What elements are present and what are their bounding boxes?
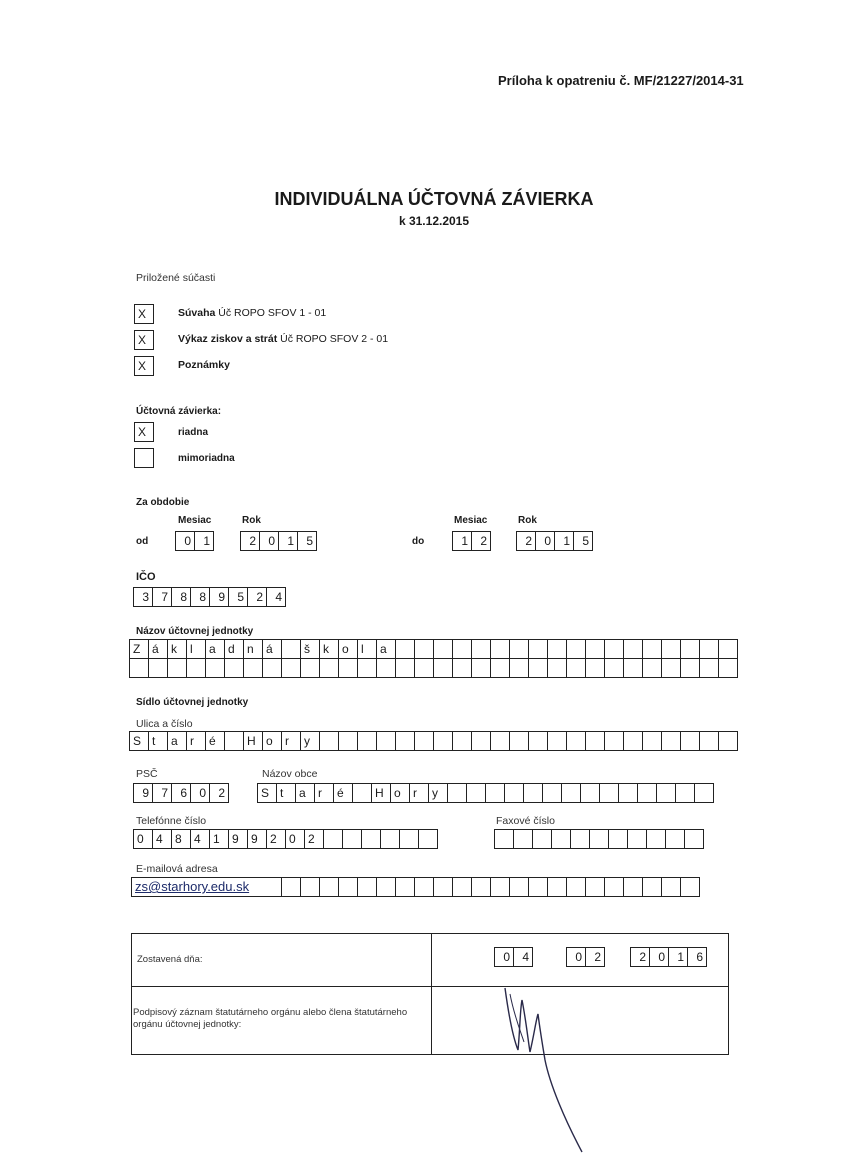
digit-cell: 0 — [536, 532, 555, 550]
attached-checkbox-vykaz[interactable]: X — [134, 330, 154, 350]
char-cell: a — [296, 784, 315, 802]
statement-checkbox-riadna[interactable]: X — [134, 422, 154, 442]
char-cell — [719, 732, 738, 750]
char-cell — [719, 659, 738, 677]
char-cell: H — [244, 732, 263, 750]
char-cell — [647, 830, 666, 848]
attached-checkbox-suvaha[interactable]: X — [134, 304, 154, 324]
char-cell — [586, 878, 605, 896]
statement-checkbox-mimoriadna[interactable] — [134, 448, 154, 468]
digit-cell: 1 — [669, 948, 688, 966]
statement-label-mimoriadna: mimoriadna — [178, 453, 235, 464]
char-cell — [358, 732, 377, 750]
char-cell: o — [263, 732, 282, 750]
char-cell: r — [410, 784, 429, 802]
digit-cell: 6 — [688, 948, 707, 966]
digit-cell: 0 — [567, 948, 586, 966]
city-label: Názov obce — [262, 768, 318, 780]
char-cell — [396, 732, 415, 750]
char-cell — [495, 830, 514, 848]
char-cell — [676, 784, 695, 802]
char-cell: á — [263, 640, 282, 658]
char-cell: o — [391, 784, 410, 802]
char-cell: t — [277, 784, 296, 802]
document-date: k 31.12.2015 — [398, 214, 470, 228]
char-cell — [605, 732, 624, 750]
char-cell — [320, 659, 339, 677]
char-cell: 1 — [210, 830, 229, 848]
attached-item-vykaz — [178, 333, 388, 345]
period-to-month-field[interactable] — [452, 531, 491, 551]
char-cell — [434, 732, 453, 750]
char-cell: 0 — [134, 830, 153, 848]
digit-cell: 3 — [134, 588, 153, 606]
char-cell: 4 — [153, 830, 172, 848]
digit-cell: 6 — [172, 784, 191, 802]
char-cell: y — [429, 784, 448, 802]
attached-item-poznamky-bold: Poznámky — [178, 359, 230, 371]
unit-name-label: Názov účtovnej jednotky — [136, 626, 254, 637]
period-to-year-label: Rok — [518, 515, 537, 526]
char-cell: 9 — [248, 830, 267, 848]
char-cell: a — [168, 732, 187, 750]
city-field[interactable] — [257, 783, 714, 803]
date-month-field[interactable] — [566, 947, 605, 967]
char-cell — [643, 640, 662, 658]
char-cell — [600, 784, 619, 802]
char-cell: r — [315, 784, 334, 802]
char-cell — [244, 659, 263, 677]
char-cell — [624, 659, 643, 677]
char-cell — [377, 732, 396, 750]
document-title: INDIVIDUÁLNA ÚČTOVNÁ ZÁVIERKA — [274, 189, 594, 209]
char-cell — [605, 878, 624, 896]
char-cell — [624, 732, 643, 750]
char-cell — [548, 732, 567, 750]
char-cell: r — [282, 732, 301, 750]
char-cell — [282, 640, 301, 658]
char-cell — [548, 878, 567, 896]
attached-item-suvaha — [178, 307, 326, 319]
char-cell — [282, 878, 301, 896]
char-cell — [666, 830, 685, 848]
char-cell: l — [358, 640, 377, 658]
annex-reference: Príloha k opatreniu č. MF/21227/2014-31 — [498, 73, 744, 88]
char-cell — [533, 830, 552, 848]
digit-cell: 2 — [241, 532, 260, 550]
char-cell — [662, 732, 681, 750]
char-cell — [434, 659, 453, 677]
attached-heading: Priložené súčasti — [136, 272, 216, 284]
digit-cell: 2 — [517, 532, 536, 550]
unit-name-row-1[interactable] — [129, 639, 738, 659]
char-cell: d — [225, 640, 244, 658]
period-to-month-label: Mesiac — [454, 515, 488, 526]
signature-label: Podpisový záznam štatutárneho orgánu alebo člena štatutárneho orgánu účtovnej jednotky: — [133, 1007, 408, 1030]
digit-cell: 0 — [650, 948, 669, 966]
char-cell — [567, 732, 586, 750]
char-cell — [605, 640, 624, 658]
period-from-year-label: Rok — [242, 515, 261, 526]
char-cell — [700, 659, 719, 677]
char-cell — [567, 878, 586, 896]
attached-item-suvaha-bold: Súvaha — [178, 307, 216, 319]
char-cell — [324, 830, 343, 848]
char-cell: é — [334, 784, 353, 802]
char-cell — [472, 659, 491, 677]
char-cell — [524, 784, 543, 802]
char-cell — [571, 830, 590, 848]
seat-heading: Sídlo účtovnej jednotky — [136, 697, 249, 708]
statement-heading: Účtovná závierka: — [136, 406, 222, 417]
char-cell — [225, 659, 244, 677]
char-cell — [510, 640, 529, 658]
char-cell — [415, 878, 434, 896]
char-cell — [448, 784, 467, 802]
char-cell — [643, 659, 662, 677]
char-cell: a — [206, 640, 225, 658]
char-cell — [657, 784, 676, 802]
char-cell — [529, 732, 548, 750]
char-cell — [377, 878, 396, 896]
char-cell — [505, 784, 524, 802]
char-cell: r — [187, 732, 206, 750]
char-cell — [581, 784, 600, 802]
char-cell — [586, 659, 605, 677]
char-cell — [415, 732, 434, 750]
digit-cell: 5 — [574, 532, 593, 550]
phone-label: Telefónne číslo — [136, 815, 207, 827]
digit-cell: 2 — [631, 948, 650, 966]
char-cell — [396, 640, 415, 658]
unit-name-row-2[interactable] — [129, 658, 738, 678]
char-cell — [486, 784, 505, 802]
statement-label-riadna: riadna — [178, 427, 209, 438]
char-cell — [491, 659, 510, 677]
char-cell: 2 — [267, 830, 286, 848]
handwritten-signature — [490, 980, 600, 1160]
digit-cell: 4 — [514, 948, 533, 966]
date-year-field[interactable] — [630, 947, 707, 967]
char-cell — [339, 732, 358, 750]
char-cell — [472, 732, 491, 750]
char-cell: á — [149, 640, 168, 658]
char-cell — [472, 640, 491, 658]
char-cell — [567, 659, 586, 677]
digit-cell: 7 — [153, 784, 172, 802]
digit-cell: 9 — [210, 588, 229, 606]
char-cell: y — [301, 732, 320, 750]
char-cell — [510, 878, 529, 896]
char-cell — [358, 659, 377, 677]
char-cell — [685, 830, 704, 848]
attached-item-vykaz-code: Úč ROPO SFOV 2 - 01 — [280, 333, 389, 345]
char-cell: S — [258, 784, 277, 802]
digit-cell: 8 — [191, 588, 210, 606]
char-cell — [130, 659, 149, 677]
digit-cell: 4 — [267, 588, 286, 606]
char-cell — [453, 878, 472, 896]
attached-item-suvaha-code: Úč ROPO SFOV 1 - 01 — [218, 307, 327, 319]
digit-cell: 2 — [210, 784, 229, 802]
char-cell — [263, 659, 282, 677]
char-cell — [343, 830, 362, 848]
char-cell — [419, 830, 438, 848]
char-cell: n — [244, 640, 263, 658]
digit-cell: 2 — [472, 532, 491, 550]
char-cell — [681, 878, 700, 896]
char-cell — [529, 659, 548, 677]
char-cell — [662, 659, 681, 677]
char-cell: t — [149, 732, 168, 750]
date-day-field[interactable] — [494, 947, 533, 967]
char-cell — [434, 640, 453, 658]
char-cell — [510, 732, 529, 750]
char-cell — [700, 732, 719, 750]
char-cell — [206, 659, 225, 677]
signature-table-divider-horizontal — [131, 986, 729, 987]
char-cell — [619, 784, 638, 802]
char-cell: 4 — [191, 830, 210, 848]
attached-item-poznamky — [178, 359, 230, 371]
period-to-year-field[interactable] — [516, 531, 593, 551]
char-cell: a — [377, 640, 396, 658]
digit-cell: 5 — [229, 588, 248, 606]
digit-cell: 1 — [279, 532, 298, 550]
char-cell — [149, 659, 168, 677]
period-to-label: do — [412, 536, 425, 547]
digit-cell: 9 — [134, 784, 153, 802]
char-cell — [514, 830, 533, 848]
char-cell — [301, 878, 320, 896]
period-heading: Za obdobie — [136, 497, 190, 508]
char-cell — [638, 784, 657, 802]
char-cell — [695, 784, 714, 802]
email-label: E-mailová adresa — [136, 863, 218, 875]
char-cell — [700, 640, 719, 658]
digit-cell: 0 — [495, 948, 514, 966]
char-cell — [529, 878, 548, 896]
attached-item-vykaz-bold: Výkaz ziskov a strát — [178, 333, 278, 345]
char-cell — [491, 878, 510, 896]
char-cell — [282, 659, 301, 677]
char-cell — [415, 659, 434, 677]
char-cell — [628, 830, 647, 848]
char-cell — [320, 878, 339, 896]
digit-cell: 1 — [195, 532, 214, 550]
char-cell — [719, 640, 738, 658]
char-cell — [362, 830, 381, 848]
ico-label: IČO — [136, 571, 156, 583]
char-cell — [400, 830, 419, 848]
char-cell — [681, 659, 700, 677]
char-cell — [681, 640, 700, 658]
char-cell: S — [130, 732, 149, 750]
char-cell — [301, 659, 320, 677]
digit-cell: 5 — [298, 532, 317, 550]
char-cell — [187, 659, 206, 677]
char-cell — [643, 878, 662, 896]
char-cell — [415, 640, 434, 658]
char-cell — [225, 732, 244, 750]
char-cell — [662, 878, 681, 896]
char-cell: é — [206, 732, 225, 750]
char-cell — [562, 784, 581, 802]
date-compiled-label: Zostavená dňa: — [137, 954, 203, 965]
char-cell — [543, 784, 562, 802]
street-field[interactable] — [129, 731, 738, 751]
char-cell — [681, 732, 700, 750]
digit-cell: 1 — [453, 532, 472, 550]
char-cell — [396, 659, 415, 677]
char-cell — [453, 659, 472, 677]
char-cell: k — [168, 640, 187, 658]
char-cell — [339, 878, 358, 896]
char-cell — [548, 659, 567, 677]
char-cell — [358, 878, 377, 896]
digit-cell: 7 — [153, 588, 172, 606]
char-cell: Z — [130, 640, 149, 658]
digit-cell: 8 — [172, 588, 191, 606]
char-cell: k — [320, 640, 339, 658]
char-cell — [168, 659, 187, 677]
char-cell: o — [339, 640, 358, 658]
char-cell: 0 — [286, 830, 305, 848]
digit-cell: 0 — [191, 784, 210, 802]
char-cell — [396, 878, 415, 896]
char-cell: š — [301, 640, 320, 658]
psc-label: PSČ — [136, 768, 158, 780]
char-cell — [453, 640, 472, 658]
char-cell — [643, 732, 662, 750]
phone-field[interactable] — [133, 829, 438, 849]
period-from-year-field[interactable] — [240, 531, 317, 551]
digit-cell: 0 — [260, 532, 279, 550]
char-cell — [353, 784, 372, 802]
char-cell — [609, 830, 628, 848]
digit-cell: 2 — [248, 588, 267, 606]
attached-checkbox-poznamky[interactable]: X — [134, 356, 154, 376]
fax-label: Faxové číslo — [496, 815, 555, 827]
street-label: Ulica a číslo — [136, 718, 193, 730]
char-cell: H — [372, 784, 391, 802]
char-cell — [586, 640, 605, 658]
psc-field[interactable] — [133, 783, 229, 803]
char-cell — [624, 878, 643, 896]
char-cell — [605, 659, 624, 677]
char-cell — [552, 830, 571, 848]
char-cell — [491, 732, 510, 750]
char-cell: 8 — [172, 830, 191, 848]
char-cell — [529, 640, 548, 658]
char-cell — [586, 732, 605, 750]
char-cell — [567, 640, 586, 658]
char-cell — [472, 878, 491, 896]
char-cell — [377, 659, 396, 677]
char-cell — [381, 830, 400, 848]
char-cell — [624, 640, 643, 658]
digit-cell: 0 — [176, 532, 195, 550]
char-cell — [662, 640, 681, 658]
period-from-label: od — [136, 536, 149, 547]
char-cell — [590, 830, 609, 848]
email-value[interactable]: zs@starhory.edu.sk — [131, 877, 282, 897]
period-from-month-label: Mesiac — [178, 515, 212, 526]
char-cell — [491, 640, 510, 658]
signature-table-divider-vertical — [431, 933, 432, 1055]
char-cell: 2 — [305, 830, 324, 848]
email-field-rest[interactable] — [281, 877, 700, 897]
char-cell: l — [187, 640, 206, 658]
ico-field[interactable] — [133, 587, 286, 607]
char-cell — [320, 732, 339, 750]
char-cell — [453, 732, 472, 750]
char-cell: 9 — [229, 830, 248, 848]
fax-field[interactable] — [494, 829, 704, 849]
char-cell — [339, 659, 358, 677]
char-cell — [434, 878, 453, 896]
digit-cell: 2 — [586, 948, 605, 966]
char-cell — [467, 784, 486, 802]
period-from-month-field[interactable] — [175, 531, 214, 551]
char-cell — [510, 659, 529, 677]
char-cell — [548, 640, 567, 658]
digit-cell: 1 — [555, 532, 574, 550]
